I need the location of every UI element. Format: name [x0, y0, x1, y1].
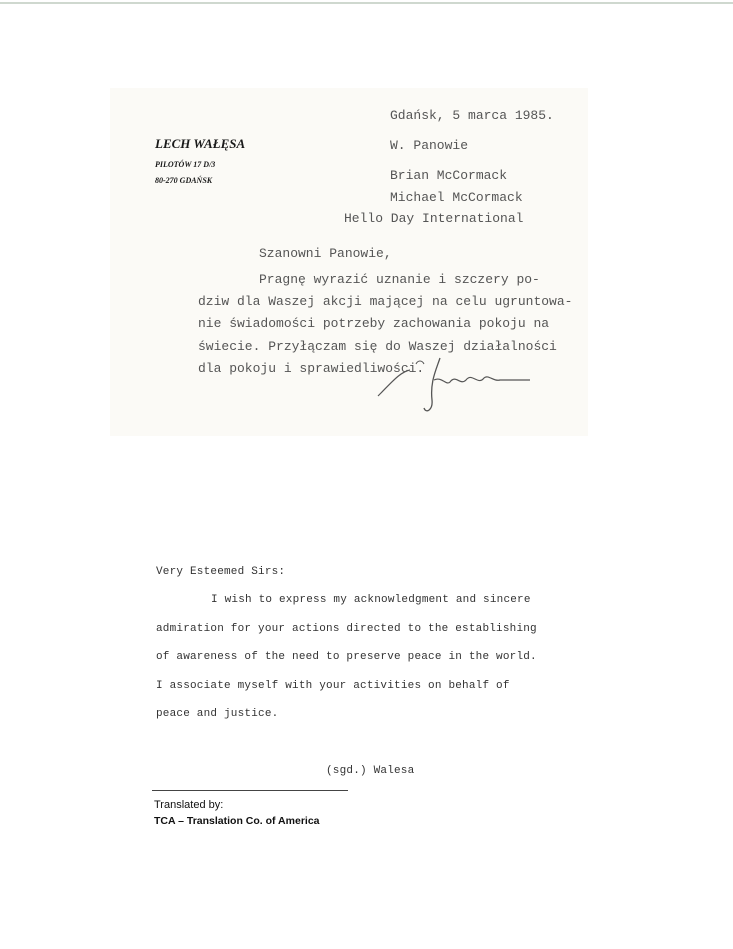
sender-street: PILOTÓW 17 D/3 — [155, 160, 216, 169]
signature-divider — [152, 790, 348, 791]
letter-body-line: Pragnę wyrazić uznanie i szczery po- — [259, 272, 540, 287]
translation-body-line: of awareness of the need to preserve peace in the world. — [156, 651, 537, 663]
date-line: Gdańsk, 5 marca 1985. — [390, 108, 554, 123]
sender-name: LECH WAŁĘSA — [155, 136, 246, 151]
recipient-org: Hello Day International — [344, 211, 524, 226]
letter-body-line: dla pokoju i sprawiedliwości. — [198, 361, 425, 376]
letter-body-line: dziw dla Waszej akcji mającej na celu ugruntowa- — [198, 294, 573, 309]
translation-body-line: I associate myself with your activities on behalf of — [156, 680, 510, 692]
recipient-salutation: W. Panowie — [390, 138, 469, 153]
translation-signature-note: (sgd.) Walesa — [326, 765, 415, 777]
translation-greeting: Very Esteemed Sirs: — [156, 566, 286, 578]
letter-body-line: świecie. Przyłączam się do Waszej działalności — [198, 339, 557, 354]
page-top-edge — [0, 2, 733, 4]
translator-name: TCA – Translation Co. of America — [154, 815, 320, 827]
recipient-2: Michael McCormack — [390, 190, 523, 205]
sender-city: 80-270 GDAŃSK — [155, 176, 213, 185]
translation-body-line: I wish to express my acknowledgment and sincere — [211, 594, 531, 606]
translation-body-line: admiration for your actions directed to the establishing — [156, 623, 537, 635]
translation-body-line: peace and justice. — [156, 708, 279, 720]
letter-body-line: nie świadomości potrzeby zachowania pokoju na — [198, 316, 550, 331]
recipient-1: Brian McCormack — [390, 168, 508, 183]
translated-by-label: Translated by: — [154, 799, 224, 811]
handwritten-signature — [370, 352, 540, 422]
letter-greeting: Szanowni Panowie, — [259, 246, 392, 261]
